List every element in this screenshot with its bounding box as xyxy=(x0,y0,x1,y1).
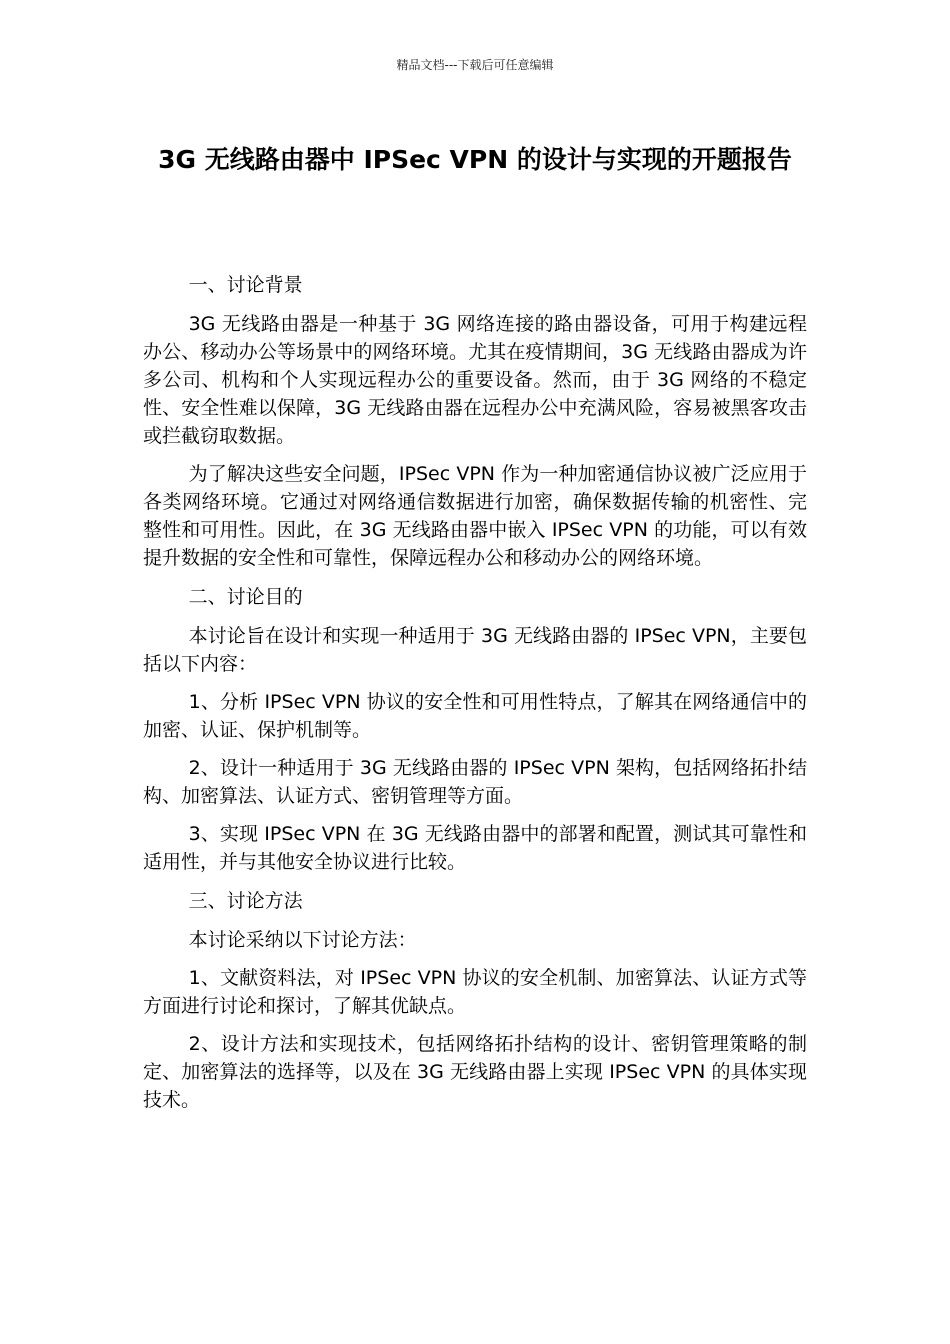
section-heading-purpose: 二、讨论目的 xyxy=(188,586,303,608)
paragraph: 2、设计方法和实现技术，包括网络拓扑结构的设计、密钥管理策略的制定、加密算法的选择等，以及在 3G 无线路由器上实现 IPSec VPN 的具体实现技术。 xyxy=(143,1033,807,1111)
paragraph: 为了解决这些安全问题，IPSec VPN 作为一种加密通信协议被广泛应用于各类网络环境。它通过对网络通信数据进行加密，确保数据传输的机密性、完整性和可用性。因此，在 3G 无线路由器中嵌入 IPSec VPN 的功能，可以有效提升数据的安全性和可靠性，保障远程办公和移动办公的网络环境。 xyxy=(143,463,807,569)
paragraph: 1、文献资料法，对 IPSec VPN 协议的安全机制、加密算法、认证方式等方面进行讨论和探讨，了解其优缺点。 xyxy=(143,967,807,1017)
document-body xyxy=(143,270,807,1124)
page-header: 精品文档---下载后可任意编辑 xyxy=(396,58,554,72)
paragraph: 本讨论旨在设计和实现一种适用于 3G 无线路由器的 IPSec VPN，主要包括以下内容： xyxy=(143,625,807,675)
paragraph: 3G 无线路由器是一种基于 3G 网络连接的路由器设备，可用于构建远程办公、移动办公等场景中的网络环境。尤其在疫情期间，3G 无线路由器成为许多公司、机构和个人实现远程办公的重要设备。然而，由于 3G 网络的不稳定性、安全性难以保障，3G 无线路由器在远程办公中充满风险，容易被黑客攻击或拦截窃取数据。 xyxy=(143,313,807,447)
document-title: 3G 无线路由器中 IPSec VPN 的设计与实现的开题报告 xyxy=(158,145,792,174)
paragraph: 3、实现 IPSec VPN 在 3G 无线路由器中的部署和配置，测试其可靠性和适用性，并与其他安全协议进行比较。 xyxy=(143,823,807,873)
section-heading-background: 一、讨论背景 xyxy=(188,274,303,296)
section-heading-method: 三、讨论方法 xyxy=(188,890,303,912)
paragraph: 2、设计一种适用于 3G 无线路由器的 IPSec VPN 架构，包括网络拓扑结构、加密算法、认证方式、密钥管理等方面。 xyxy=(143,757,807,807)
paragraph: 1、分析 IPSec VPN 协议的安全性和可用性特点，了解其在网络通信中的加密、认证、保护机制等。 xyxy=(143,691,807,741)
paragraph: 本讨论采纳以下讨论方法： xyxy=(188,929,417,951)
